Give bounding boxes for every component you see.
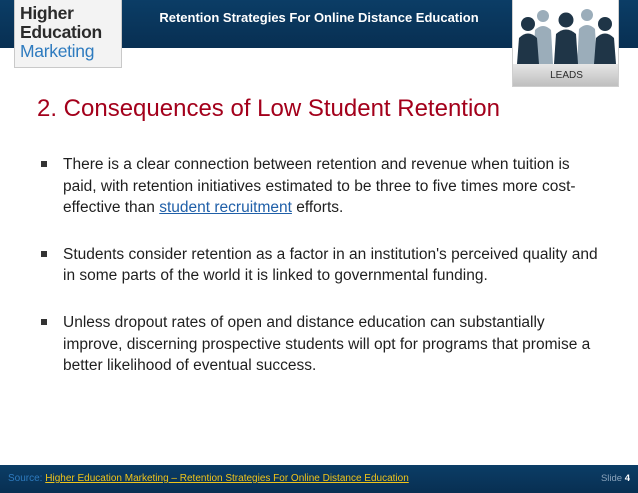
source-citation: [8, 473, 409, 484]
source-link[interactable]: Higher Education Marketing – Retention Strategies For Online Distance Education: [45, 473, 409, 484]
presentation-title: Retention Strategies For Online Distance Education: [159, 10, 479, 25]
leads-label: LEADS: [513, 64, 619, 87]
bullet-text: There is a clear connection between retention and revenue when tuition is paid, with retention initiatives estimated to be three to five times more cost-effective than: [63, 156, 576, 217]
slide-number: 4: [624, 473, 630, 484]
bullet-text: Unless dropout rates of open and distance education can substantially improve, discerning prospective students will opt for programs that promise a better likelihood of eventual success.: [63, 313, 591, 375]
bullet-square-icon: [41, 319, 47, 325]
bullet-item: [40, 312, 600, 377]
slide-heading: 2. Consequences of Low Student Retention: [37, 95, 500, 122]
bullet-text-tail: efforts.: [291, 199, 344, 217]
source-label: Source:: [8, 473, 43, 484]
bullet-square-icon: [41, 161, 47, 167]
student-recruitment-link[interactable]: student recruitment: [159, 199, 292, 217]
leads-badge: [512, 0, 619, 87]
bullet-item: [40, 244, 600, 287]
people-silhouettes-icon: [513, 0, 619, 64]
footer-bar: [0, 465, 638, 493]
bullet-list: [40, 154, 600, 377]
logo-line-marketing: Marketing: [20, 41, 95, 61]
bullet-square-icon: [41, 251, 47, 257]
bullet-item: [40, 154, 600, 219]
slide-indicator: [601, 473, 630, 484]
logo-line-higher: Higher: [20, 3, 74, 23]
logo-line-education: Education: [20, 22, 102, 42]
brand-logo[interactable]: [14, 0, 122, 68]
slide-label: Slide: [600, 473, 623, 484]
bullet-text: Students consider retention as a factor in an institution's perceived quality and in some parts of the world it is linked to governmental funding.: [63, 245, 598, 285]
